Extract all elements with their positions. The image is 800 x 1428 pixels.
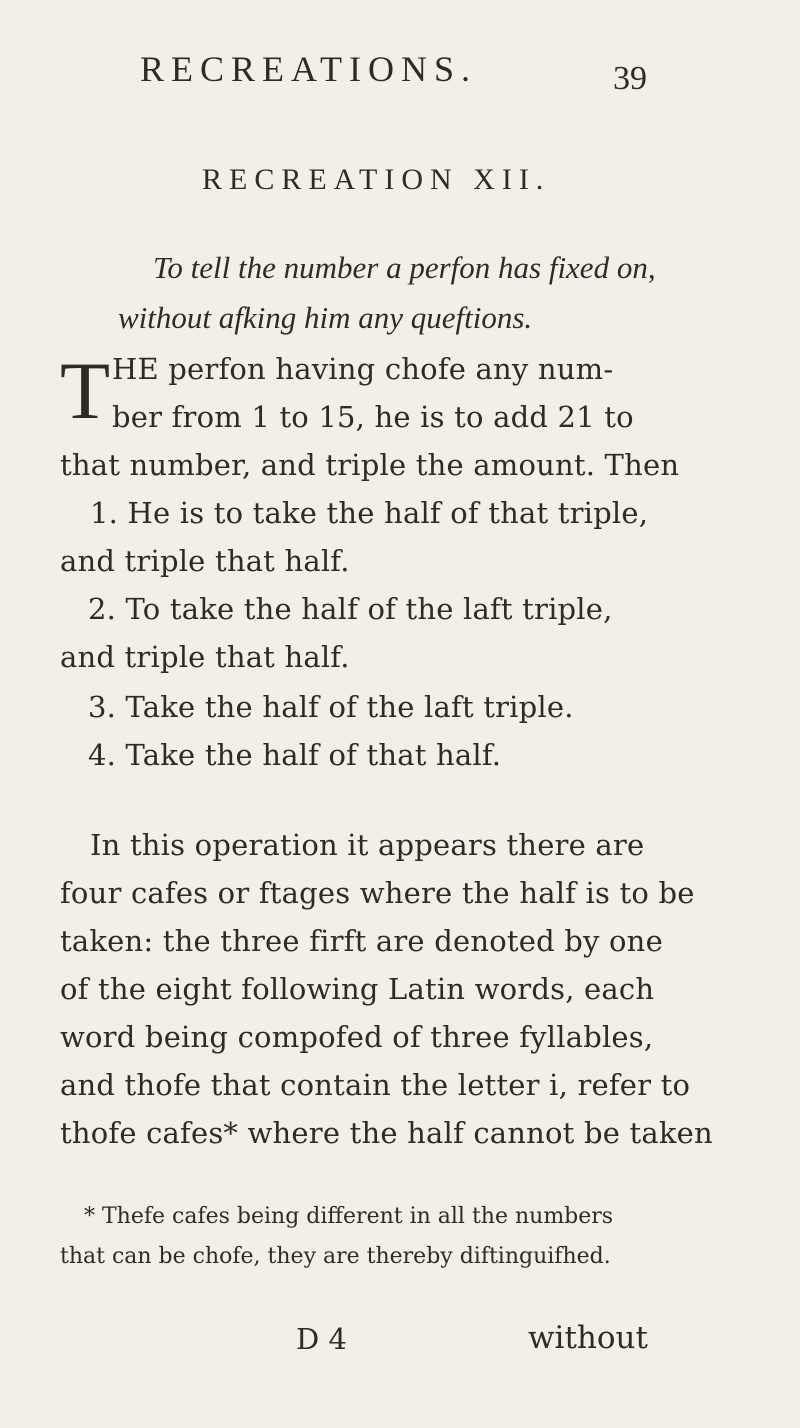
body-line-15: and thofe that contain the letter i, refer to [60, 1068, 691, 1102]
page-number: 39 [613, 60, 647, 97]
body-line-16: thofe cafes* where the half cannot be taken [60, 1116, 713, 1150]
section-title: RECREATION XII. [202, 163, 551, 196]
body-line-10: In this operation it appears there are [90, 828, 645, 862]
subtitle-line-1: To tell the number a perfon has fixed on, [153, 250, 656, 285]
body-line-14: word being compofed of three fyllables, [60, 1020, 654, 1054]
body-line-7: and triple that half. [60, 640, 350, 674]
body-line-9: 4. Take the half of that half. [88, 738, 502, 772]
drop-cap: T [60, 345, 111, 436]
body-line-3: that number, and triple the amount. Then [60, 448, 680, 482]
body-line-5: and triple that half. [60, 544, 350, 578]
body-line-12: taken: the three firft are denoted by one [60, 924, 663, 958]
body-line-4: 1. He is to take the half of that triple, [90, 496, 649, 530]
body-line-13: of the eight following Latin words, each [60, 972, 655, 1006]
running-head: RECREATIONS. [140, 49, 478, 89]
body-line-2: ber from 1 to 15, he is to add 21 to [112, 400, 634, 434]
subtitle-line-2: without afking him any queftions. [118, 300, 533, 335]
footnote-line-1: * Thefe cafes being different in all the numbers [84, 1204, 614, 1229]
catchword: without [528, 1320, 648, 1356]
body-line-11: four cafes or ftages where the half is to be [60, 876, 695, 910]
printer-signature: D 4 [296, 1322, 347, 1356]
body-line-6: 2. To take the half of the laft triple, [88, 592, 613, 626]
body-line-8: 3. Take the half of the laft triple. [88, 690, 574, 724]
footnote-line-2: that can be chofe, they are thereby diftinguifhed. [60, 1244, 611, 1269]
body-line-1: HE perfon having chofe any num- [112, 352, 614, 386]
